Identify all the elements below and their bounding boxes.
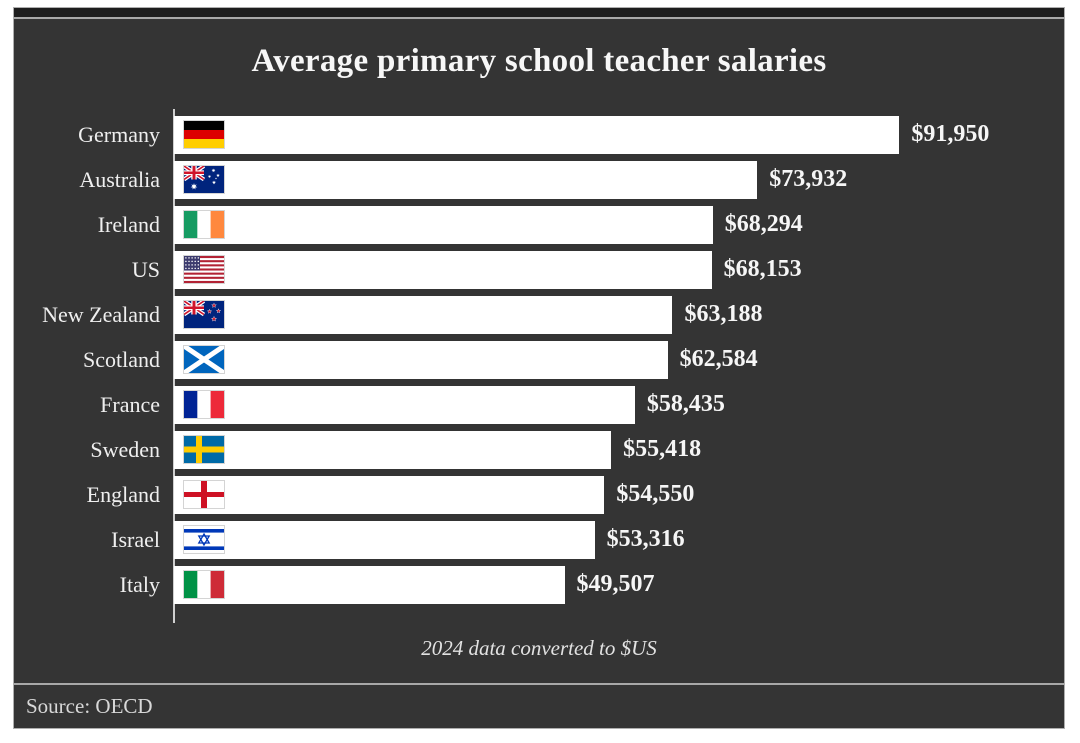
flag-new-zealand-icon <box>183 300 225 329</box>
chart-row <box>14 472 1064 517</box>
chart-row <box>14 427 1064 472</box>
value-label: $49,507 <box>576 571 655 597</box>
bar-track <box>174 521 1064 559</box>
value-label: $91,950 <box>911 121 990 147</box>
chart-row <box>14 202 1064 247</box>
bar-track <box>174 251 1064 289</box>
flag-us-icon <box>183 255 225 284</box>
bar-track <box>174 116 1064 154</box>
flag-scotland-icon <box>183 345 225 374</box>
value-label: $68,153 <box>723 256 802 282</box>
bar <box>174 206 713 244</box>
value-label: $58,435 <box>646 391 725 417</box>
flag-france-icon <box>183 390 225 419</box>
source-label: Source: OECD <box>26 694 153 718</box>
chart-row <box>14 292 1064 337</box>
bar-track <box>174 206 1064 244</box>
chart-note: 2024 data converted to $US <box>421 636 657 660</box>
bar <box>174 251 712 289</box>
chart-row <box>14 382 1064 427</box>
top-accent-band <box>14 8 1064 19</box>
flag-italy-icon <box>183 570 225 599</box>
bar <box>174 116 899 154</box>
bar-track <box>174 566 1064 604</box>
country-label: Ireland <box>97 211 160 237</box>
flag-australia-icon <box>183 165 225 194</box>
country-label: England <box>86 481 160 507</box>
flag-england-icon <box>183 480 225 509</box>
chart-card <box>13 7 1065 729</box>
chart-row <box>14 112 1064 157</box>
country-label: US <box>131 256 160 282</box>
bar-track <box>174 386 1064 424</box>
source-footer <box>14 683 1064 728</box>
bar-track <box>174 296 1064 334</box>
chart-row <box>14 517 1064 562</box>
value-label: $55,418 <box>623 436 702 462</box>
value-label: $63,188 <box>684 301 763 327</box>
bar <box>174 521 595 559</box>
chart-row <box>14 157 1064 202</box>
chart-rows <box>14 112 1064 607</box>
bar <box>174 161 757 199</box>
bar <box>174 386 635 424</box>
chart-row <box>14 337 1064 382</box>
flag-sweden-icon <box>183 435 225 464</box>
country-label: France <box>100 391 160 417</box>
bar <box>174 431 611 469</box>
value-label: $54,550 <box>616 481 695 507</box>
country-label: Scotland <box>83 346 160 372</box>
bar-track <box>174 431 1064 469</box>
bar-track <box>174 161 1064 199</box>
value-label: $68,294 <box>724 211 803 237</box>
bar <box>174 566 565 604</box>
chart-title: Average primary school teacher salaries <box>251 43 827 79</box>
flag-israel-icon <box>183 525 225 554</box>
country-label: New Zealand <box>42 301 160 327</box>
country-label: Italy <box>119 571 160 597</box>
country-label: Sweden <box>90 436 160 462</box>
flag-germany-icon <box>183 120 225 149</box>
chart-row <box>14 562 1064 607</box>
bar <box>174 296 672 334</box>
country-label: Germany <box>78 121 160 147</box>
chart-row <box>14 247 1064 292</box>
bar-track <box>174 476 1064 514</box>
country-label: Australia <box>79 166 160 192</box>
bar <box>174 341 668 379</box>
value-label: $62,584 <box>679 346 758 372</box>
bar <box>174 476 604 514</box>
value-label: $53,316 <box>606 526 685 552</box>
value-label: $73,932 <box>769 166 848 192</box>
flag-ireland-icon <box>183 210 225 239</box>
bar-track <box>174 341 1064 379</box>
country-label: Israel <box>111 526 160 552</box>
